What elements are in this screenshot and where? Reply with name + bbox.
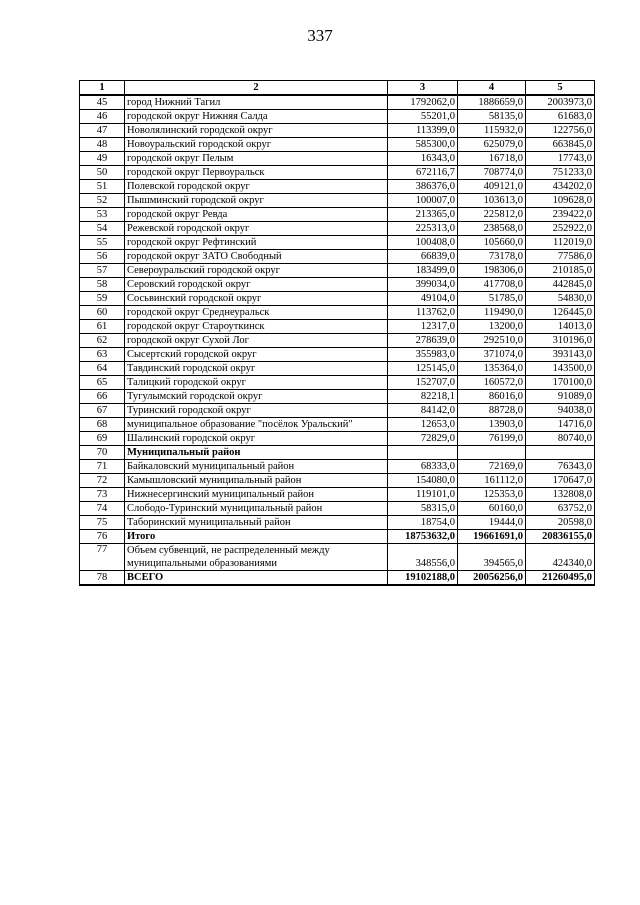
page-number: 337 bbox=[307, 26, 333, 45]
column-4-value-cell: 198306,0 bbox=[458, 264, 526, 278]
table-row bbox=[80, 320, 595, 334]
column-3-value-cell: 348556,0 bbox=[388, 544, 458, 571]
table-row bbox=[80, 138, 595, 152]
table-row bbox=[80, 571, 595, 586]
column-4-value-cell: 119490,0 bbox=[458, 306, 526, 320]
subvention-table bbox=[79, 80, 595, 586]
column-4-value-cell: 13200,0 bbox=[458, 320, 526, 334]
column-5-value-cell: 663845,0 bbox=[526, 138, 595, 152]
column-3-value-cell: 183499,0 bbox=[388, 264, 458, 278]
column-5-value-cell: 434202,0 bbox=[526, 180, 595, 194]
row-number-cell: 68 bbox=[80, 418, 125, 432]
row-number-cell: 75 bbox=[80, 516, 125, 530]
row-number-cell: 77 bbox=[80, 544, 125, 571]
row-number-cell: 52 bbox=[80, 194, 125, 208]
table-row bbox=[80, 222, 595, 236]
column-5-value-cell: 143500,0 bbox=[526, 362, 595, 376]
column-5-value-cell: 14716,0 bbox=[526, 418, 595, 432]
column-3-value-cell: 152707,0 bbox=[388, 376, 458, 390]
row-number-cell: 58 bbox=[80, 278, 125, 292]
column-5-value-cell: 63752,0 bbox=[526, 502, 595, 516]
row-number-cell: 56 bbox=[80, 250, 125, 264]
column-4-value-cell: 409121,0 bbox=[458, 180, 526, 194]
column-5-value-cell: 310196,0 bbox=[526, 334, 595, 348]
column-3-value-cell: 72829,0 bbox=[388, 432, 458, 446]
municipality-name-cell: Тавдинский городской округ bbox=[125, 362, 388, 376]
municipality-name-cell: Камышловский муниципальный район bbox=[125, 474, 388, 488]
table-row bbox=[80, 208, 595, 222]
table-row bbox=[80, 516, 595, 530]
column-header-1: 1 bbox=[80, 81, 125, 96]
table-row bbox=[80, 278, 595, 292]
column-4-value-cell: 19661691,0 bbox=[458, 530, 526, 544]
column-4-value-cell: 103613,0 bbox=[458, 194, 526, 208]
table-row bbox=[80, 95, 595, 110]
row-number-cell: 67 bbox=[80, 404, 125, 418]
column-3-value-cell: 19102188,0 bbox=[388, 571, 458, 586]
column-3-value-cell: 16343,0 bbox=[388, 152, 458, 166]
column-header-4: 4 bbox=[458, 81, 526, 96]
row-number-cell: 72 bbox=[80, 474, 125, 488]
municipality-name-cell: городской округ Среднеуральск bbox=[125, 306, 388, 320]
column-3-value-cell: 125145,0 bbox=[388, 362, 458, 376]
column-5-value-cell: 210185,0 bbox=[526, 264, 595, 278]
column-4-value-cell: 161112,0 bbox=[458, 474, 526, 488]
column-5-value-cell: 94038,0 bbox=[526, 404, 595, 418]
column-5-value-cell: 132808,0 bbox=[526, 488, 595, 502]
municipality-name-cell: Слободо-Туринский муниципальный район bbox=[125, 502, 388, 516]
column-5-value-cell bbox=[526, 446, 595, 460]
column-4-value-cell: 13903,0 bbox=[458, 418, 526, 432]
column-3-value-cell: 113399,0 bbox=[388, 124, 458, 138]
row-number-cell: 76 bbox=[80, 530, 125, 544]
column-5-value-cell: 239422,0 bbox=[526, 208, 595, 222]
column-3-value-cell: 213365,0 bbox=[388, 208, 458, 222]
column-3-value-cell: 1792062,0 bbox=[388, 95, 458, 110]
table-row bbox=[80, 292, 595, 306]
table-row bbox=[80, 446, 595, 460]
row-number-cell: 71 bbox=[80, 460, 125, 474]
column-3-value-cell: 585300,0 bbox=[388, 138, 458, 152]
row-number-cell: 60 bbox=[80, 306, 125, 320]
column-4-value-cell: 371074,0 bbox=[458, 348, 526, 362]
table-row bbox=[80, 334, 595, 348]
row-number-cell: 78 bbox=[80, 571, 125, 586]
column-3-value-cell: 66839,0 bbox=[388, 250, 458, 264]
column-5-value-cell: 91089,0 bbox=[526, 390, 595, 404]
column-3-value-cell: 154080,0 bbox=[388, 474, 458, 488]
municipality-name-cell: городской округ Нижняя Салда bbox=[125, 110, 388, 124]
row-number-cell: 70 bbox=[80, 446, 125, 460]
table-row bbox=[80, 460, 595, 474]
table-row bbox=[80, 530, 595, 544]
column-3-value-cell: 55201,0 bbox=[388, 110, 458, 124]
row-number-cell: 57 bbox=[80, 264, 125, 278]
municipality-name-cell: городской округ Первоуральск bbox=[125, 166, 388, 180]
municipality-name-cell: муниципальное образование "посёлок Уральский" bbox=[125, 418, 388, 432]
municipality-name-cell: городской округ Староуткинск bbox=[125, 320, 388, 334]
municipality-name-cell: Сосьвинский городской округ bbox=[125, 292, 388, 306]
municipality-name-cell: Таборинский муниципальный район bbox=[125, 516, 388, 530]
row-number-cell: 66 bbox=[80, 390, 125, 404]
column-3-value-cell: 100007,0 bbox=[388, 194, 458, 208]
table-row bbox=[80, 432, 595, 446]
row-number-cell: 62 bbox=[80, 334, 125, 348]
row-number-cell: 63 bbox=[80, 348, 125, 362]
column-5-value-cell: 170647,0 bbox=[526, 474, 595, 488]
column-5-value-cell: 76343,0 bbox=[526, 460, 595, 474]
municipality-name-cell: Новоуральский городской округ bbox=[125, 138, 388, 152]
municipality-name-cell: городской округ Рефтинский bbox=[125, 236, 388, 250]
column-5-value-cell: 61683,0 bbox=[526, 110, 595, 124]
table-row bbox=[80, 502, 595, 516]
column-5-value-cell: 109628,0 bbox=[526, 194, 595, 208]
row-number-cell: 53 bbox=[80, 208, 125, 222]
column-3-value-cell: 386376,0 bbox=[388, 180, 458, 194]
row-number-cell: 73 bbox=[80, 488, 125, 502]
column-4-value-cell: 20056256,0 bbox=[458, 571, 526, 586]
table-row bbox=[80, 236, 595, 250]
column-3-value-cell: 672116,7 bbox=[388, 166, 458, 180]
row-number-cell: 48 bbox=[80, 138, 125, 152]
row-number-cell: 65 bbox=[80, 376, 125, 390]
table-body bbox=[80, 95, 595, 585]
row-number-cell: 51 bbox=[80, 180, 125, 194]
column-5-value-cell: 424340,0 bbox=[526, 544, 595, 571]
table-row bbox=[80, 418, 595, 432]
column-5-value-cell: 80740,0 bbox=[526, 432, 595, 446]
column-header-3: 3 bbox=[388, 81, 458, 96]
table-row bbox=[80, 348, 595, 362]
table-row bbox=[80, 152, 595, 166]
municipality-name-cell: городской округ Пелым bbox=[125, 152, 388, 166]
column-3-value-cell: 119101,0 bbox=[388, 488, 458, 502]
column-header-2: 2 bbox=[125, 81, 388, 96]
table-row bbox=[80, 180, 595, 194]
column-3-value-cell: 58315,0 bbox=[388, 502, 458, 516]
column-4-value-cell: 417708,0 bbox=[458, 278, 526, 292]
column-4-value-cell: 125353,0 bbox=[458, 488, 526, 502]
column-5-value-cell: 393143,0 bbox=[526, 348, 595, 362]
municipality-name-cell: Пышминский городской округ bbox=[125, 194, 388, 208]
municipality-name-cell: городской округ ЗАТО Свободный bbox=[125, 250, 388, 264]
row-number-cell: 64 bbox=[80, 362, 125, 376]
column-4-value-cell: 60160,0 bbox=[458, 502, 526, 516]
municipality-name-cell: Талицкий городской округ bbox=[125, 376, 388, 390]
column-3-value-cell: 68333,0 bbox=[388, 460, 458, 474]
column-3-value-cell bbox=[388, 446, 458, 460]
municipality-name-cell: Полевской городской округ bbox=[125, 180, 388, 194]
column-5-value-cell: 20836155,0 bbox=[526, 530, 595, 544]
column-4-value-cell: 19444,0 bbox=[458, 516, 526, 530]
column-3-value-cell: 18754,0 bbox=[388, 516, 458, 530]
table-row bbox=[80, 110, 595, 124]
column-5-value-cell: 442845,0 bbox=[526, 278, 595, 292]
column-3-value-cell: 12653,0 bbox=[388, 418, 458, 432]
column-3-value-cell: 82218,1 bbox=[388, 390, 458, 404]
column-4-value-cell: 708774,0 bbox=[458, 166, 526, 180]
row-number-cell: 69 bbox=[80, 432, 125, 446]
municipality-name-cell: Туринский городской округ bbox=[125, 404, 388, 418]
table-row bbox=[80, 194, 595, 208]
column-5-value-cell: 126445,0 bbox=[526, 306, 595, 320]
column-5-value-cell: 17743,0 bbox=[526, 152, 595, 166]
row-number-cell: 61 bbox=[80, 320, 125, 334]
row-number-cell: 47 bbox=[80, 124, 125, 138]
municipality-name-cell: Серовский городской округ bbox=[125, 278, 388, 292]
row-number-cell: 59 bbox=[80, 292, 125, 306]
column-4-value-cell: 160572,0 bbox=[458, 376, 526, 390]
column-5-value-cell: 751233,0 bbox=[526, 166, 595, 180]
municipality-name-cell: городской округ Сухой Лог bbox=[125, 334, 388, 348]
column-4-value-cell: 238568,0 bbox=[458, 222, 526, 236]
column-5-value-cell: 21260495,0 bbox=[526, 571, 595, 586]
column-4-value-cell: 115932,0 bbox=[458, 124, 526, 138]
table-row bbox=[80, 166, 595, 180]
row-number-cell: 74 bbox=[80, 502, 125, 516]
column-5-value-cell: 20598,0 bbox=[526, 516, 595, 530]
column-3-value-cell: 84142,0 bbox=[388, 404, 458, 418]
column-5-value-cell: 170100,0 bbox=[526, 376, 595, 390]
row-number-cell: 49 bbox=[80, 152, 125, 166]
municipality-name-cell: Итого bbox=[125, 530, 388, 544]
municipality-name-cell: Байкаловский муниципальный район bbox=[125, 460, 388, 474]
row-number-cell: 50 bbox=[80, 166, 125, 180]
column-4-value-cell: 135364,0 bbox=[458, 362, 526, 376]
column-4-value-cell: 58135,0 bbox=[458, 110, 526, 124]
table-row bbox=[80, 376, 595, 390]
column-4-value-cell: 86016,0 bbox=[458, 390, 526, 404]
municipality-name-cell: Муниципальный район bbox=[125, 446, 388, 460]
table-row bbox=[80, 306, 595, 320]
column-4-value-cell: 1886659,0 bbox=[458, 95, 526, 110]
table-row bbox=[80, 390, 595, 404]
column-3-value-cell: 225313,0 bbox=[388, 222, 458, 236]
column-3-value-cell: 100408,0 bbox=[388, 236, 458, 250]
table-row bbox=[80, 250, 595, 264]
column-4-value-cell: 76199,0 bbox=[458, 432, 526, 446]
column-5-value-cell: 122756,0 bbox=[526, 124, 595, 138]
municipality-name-cell: город Нижний Тагил bbox=[125, 95, 388, 110]
column-4-value-cell: 625079,0 bbox=[458, 138, 526, 152]
column-3-value-cell: 12317,0 bbox=[388, 320, 458, 334]
column-3-value-cell: 399034,0 bbox=[388, 278, 458, 292]
table-row bbox=[80, 544, 595, 571]
municipality-name-cell: Новолялинский городской округ bbox=[125, 124, 388, 138]
municipality-name-cell: Нижнесергинский муниципальный район bbox=[125, 488, 388, 502]
municipality-name-cell: Объем субвенций, не распределенный между муниципальными образованиями bbox=[125, 544, 388, 571]
column-header-5: 5 bbox=[526, 81, 595, 96]
column-5-value-cell: 14013,0 bbox=[526, 320, 595, 334]
column-5-value-cell: 77586,0 bbox=[526, 250, 595, 264]
table-header-row bbox=[80, 81, 595, 96]
municipality-name-cell: Сысертский городской округ bbox=[125, 348, 388, 362]
municipality-name-cell: городской округ Ревда bbox=[125, 208, 388, 222]
municipality-name-cell: Режевской городской округ bbox=[125, 222, 388, 236]
municipality-name-cell: Североуральский городской округ bbox=[125, 264, 388, 278]
column-3-value-cell: 49104,0 bbox=[388, 292, 458, 306]
column-3-value-cell: 355983,0 bbox=[388, 348, 458, 362]
column-4-value-cell: 394565,0 bbox=[458, 544, 526, 571]
column-5-value-cell: 2003973,0 bbox=[526, 95, 595, 110]
column-3-value-cell: 18753632,0 bbox=[388, 530, 458, 544]
column-4-value-cell: 292510,0 bbox=[458, 334, 526, 348]
table-row bbox=[80, 474, 595, 488]
column-4-value-cell: 225812,0 bbox=[458, 208, 526, 222]
row-number-cell: 55 bbox=[80, 236, 125, 250]
column-5-value-cell: 54830,0 bbox=[526, 292, 595, 306]
column-5-value-cell: 252922,0 bbox=[526, 222, 595, 236]
column-3-value-cell: 278639,0 bbox=[388, 334, 458, 348]
column-3-value-cell: 113762,0 bbox=[388, 306, 458, 320]
municipality-name-cell: Шалинский городской округ bbox=[125, 432, 388, 446]
column-4-value-cell: 51785,0 bbox=[458, 292, 526, 306]
row-number-cell: 45 bbox=[80, 95, 125, 110]
column-4-value-cell: 105660,0 bbox=[458, 236, 526, 250]
table-row bbox=[80, 264, 595, 278]
municipality-name-cell: Тугулымский городской округ bbox=[125, 390, 388, 404]
row-number-cell: 46 bbox=[80, 110, 125, 124]
table-row bbox=[80, 124, 595, 138]
column-5-value-cell: 112019,0 bbox=[526, 236, 595, 250]
column-4-value-cell: 73178,0 bbox=[458, 250, 526, 264]
table-row bbox=[80, 488, 595, 502]
column-4-value-cell: 16718,0 bbox=[458, 152, 526, 166]
municipality-name-cell: ВСЕГО bbox=[125, 571, 388, 586]
column-4-value-cell: 72169,0 bbox=[458, 460, 526, 474]
row-number-cell: 54 bbox=[80, 222, 125, 236]
table-row bbox=[80, 362, 595, 376]
column-4-value-cell: 88728,0 bbox=[458, 404, 526, 418]
table-row bbox=[80, 404, 595, 418]
column-4-value-cell bbox=[458, 446, 526, 460]
